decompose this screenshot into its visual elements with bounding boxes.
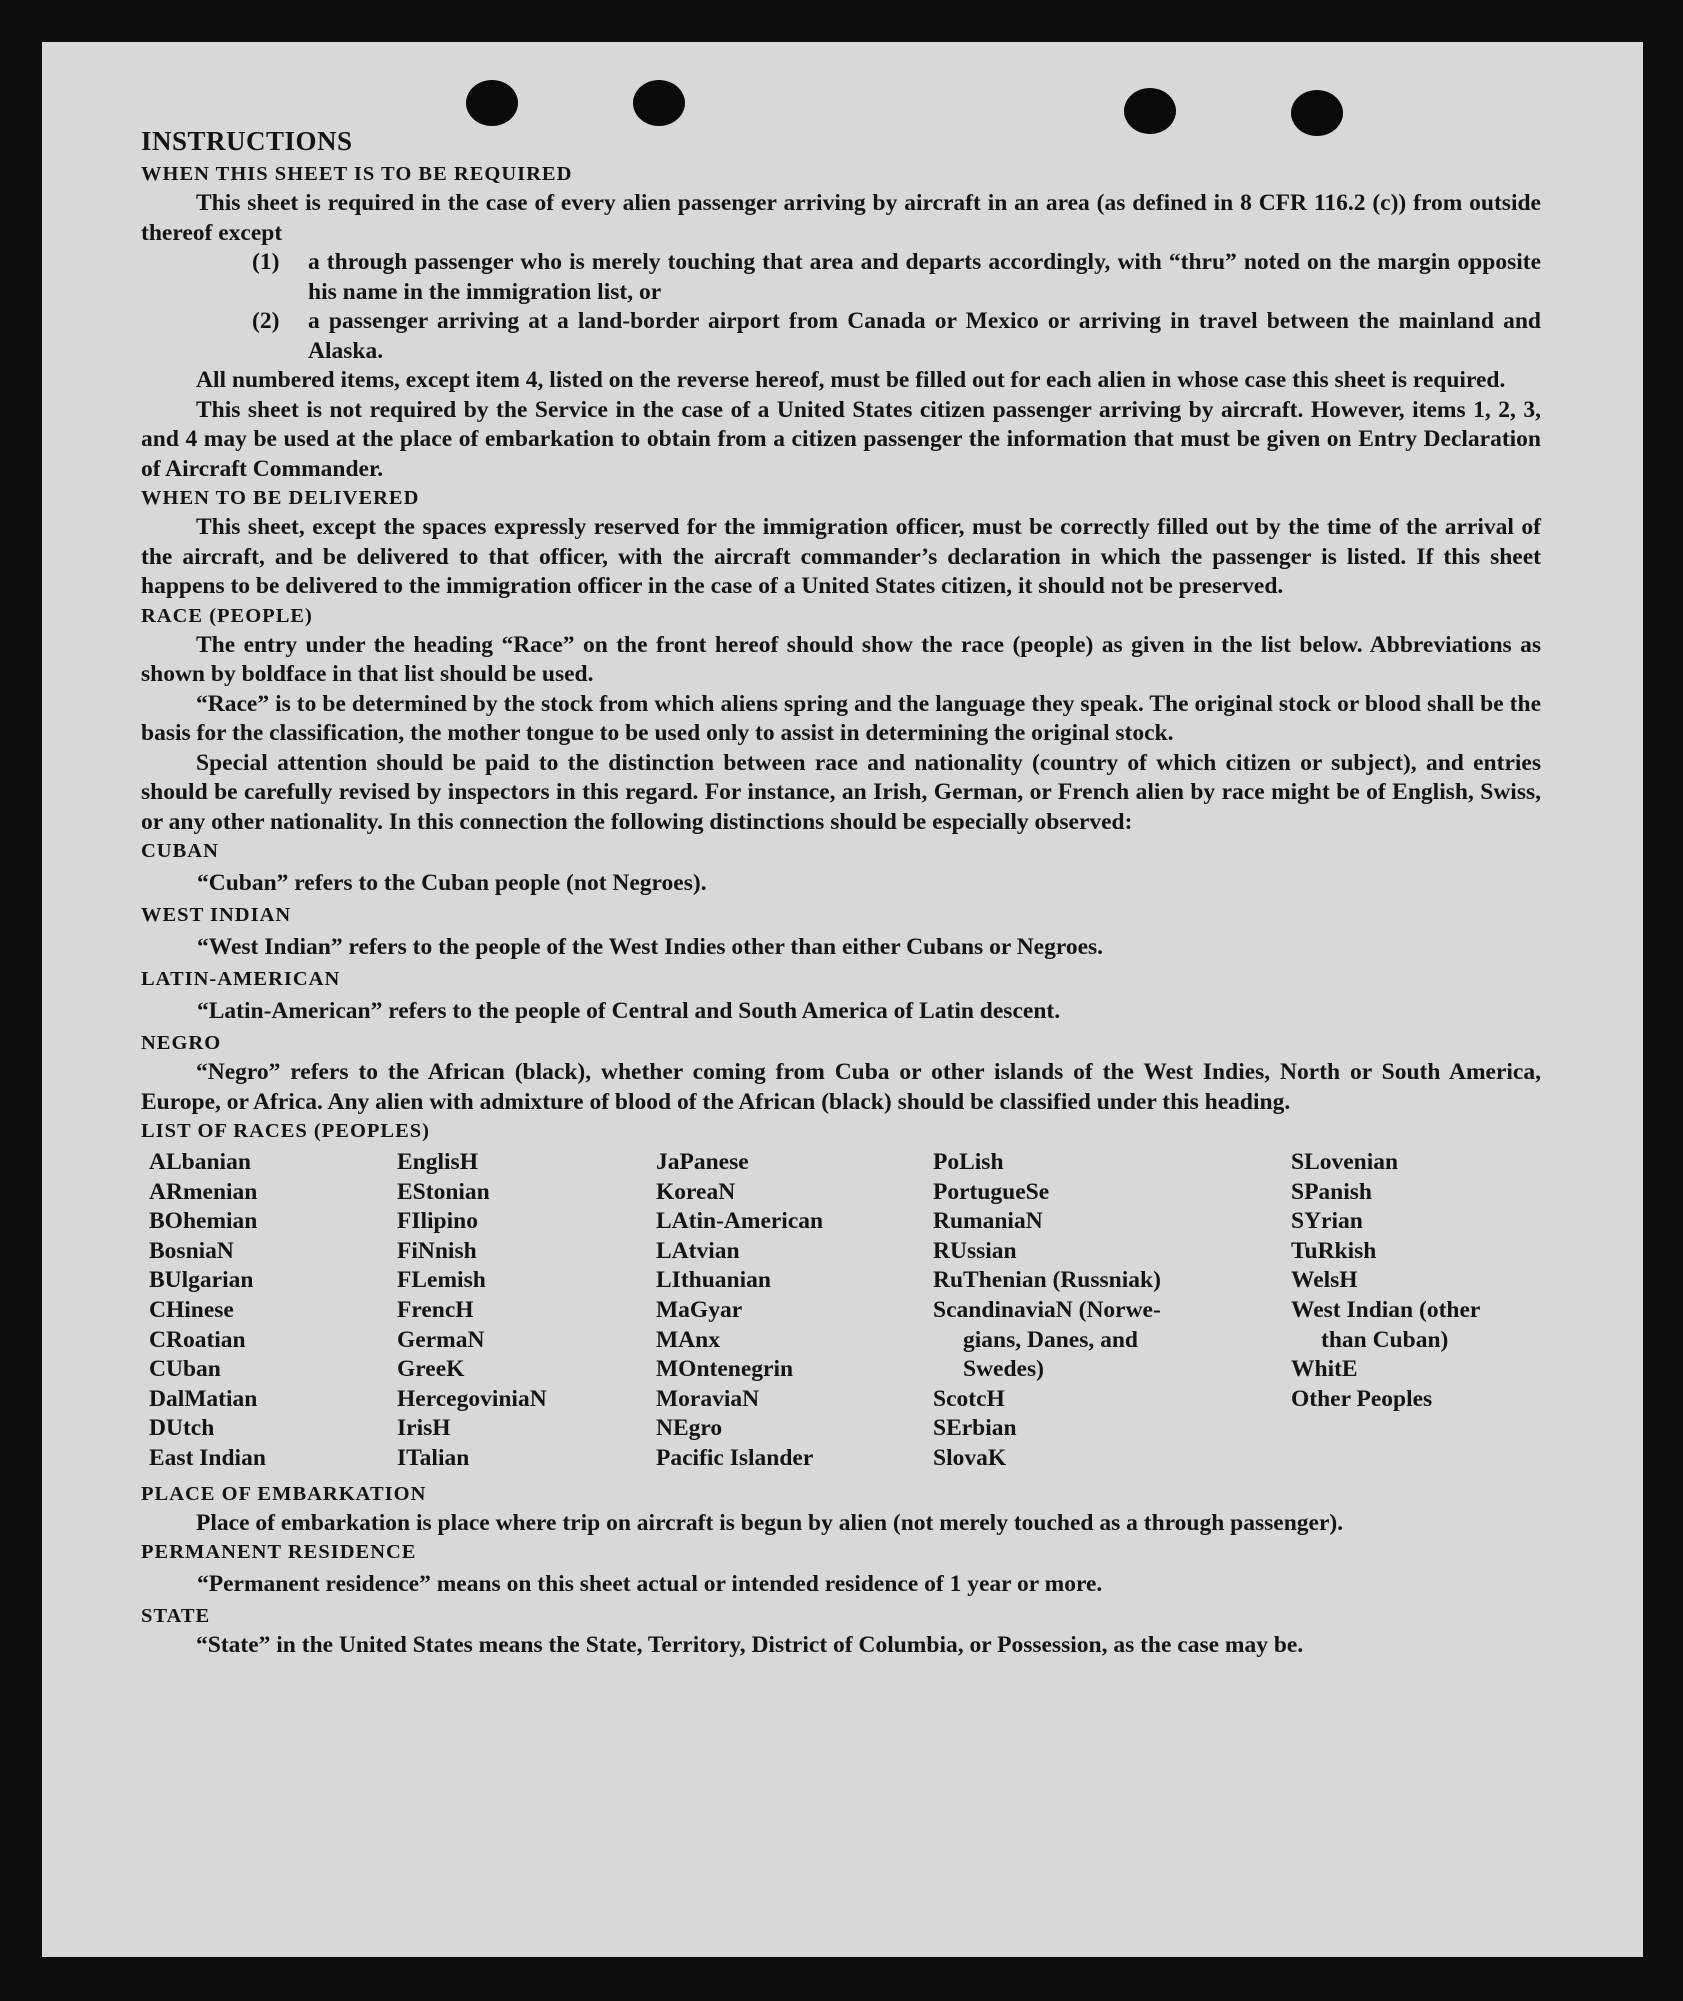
race-entry: WelsH xyxy=(1291,1267,1358,1294)
race-entry: SLovenian xyxy=(1291,1149,1399,1175)
item-text: a through passenger who is merely touching that area and departs accordingly, with “thru” noted on the margin opposite his name in the immigration list, or xyxy=(308,249,1541,305)
race-entry: EnglisH xyxy=(397,1149,478,1175)
race-entry: EStonian xyxy=(397,1178,490,1205)
race-entry: CRoatian xyxy=(149,1326,246,1353)
races-column xyxy=(397,1148,656,1474)
section-heading-embarkation: PLACE OF EMBARKATION xyxy=(141,1482,427,1505)
race-entry: SPanish xyxy=(1291,1178,1372,1205)
race-entry: LIthuanian xyxy=(656,1267,771,1294)
section-heading-races-list: LIST OF RACES (PEOPLES) xyxy=(141,1120,430,1142)
race-entry: Other Peoples xyxy=(1291,1385,1433,1412)
page-title: INSTRUCTIONS xyxy=(141,126,353,156)
definition-negro: “Negro” refers to the African (black), whether coming from Cuba or other islands of the West Indies, North or South America, Europe, or Africa. Any alien with admixture of blood of the African (black) should be classified under this heading. xyxy=(141,1059,1541,1115)
section-heading-delivered: WHEN TO BE DELIVERED xyxy=(141,487,420,509)
paragraph: “Race” is to be determined by the stock from which aliens spring and the language they speak. The original stock or blood shall be the basis for the classification, the mother tongue to be used only to assist in determining the original stock. xyxy=(141,690,1541,746)
section-heading-state: STATE xyxy=(141,1605,211,1628)
race-entry: SErbian xyxy=(933,1415,1017,1442)
race-entry: FLemish xyxy=(397,1267,486,1294)
paragraph: Place of embarkation is place where trip on aircraft is begun by alien (not merely touched as a through passenger). xyxy=(196,1509,1344,1536)
paragraph: This sheet is not required by the Service in the case of a United States citizen passenger arriving by aircraft. However, items 1, 2, 3, and 4 may be used at the place of embarkation to obtain from a citizen passenger the information that must be given on Entry Declaration of Aircraft Commander. xyxy=(141,396,1541,482)
race-entry: MOntenegrin xyxy=(656,1356,794,1383)
section-heading-race: RACE (PEOPLE) xyxy=(141,604,313,627)
race-entry: East Indian xyxy=(149,1444,266,1471)
paragraph: All numbered items, except item 4, listed on the reverse hereof, must be filled out for each alien in whose case this sheet is required. xyxy=(196,367,1506,393)
race-entry: DUtch xyxy=(149,1415,215,1442)
paragraph: This sheet is required in the case of every alien passenger arriving by aircraft in an area (as defined in 8 CFR 116.2 (c)) from outside thereof except xyxy=(141,190,1541,246)
instructions-body xyxy=(141,122,1541,1661)
race-entry: HercegoviniaN xyxy=(397,1385,547,1412)
list-item xyxy=(141,248,1541,307)
paragraph: This sheet, except the spaces expressly reserved for the immigration officer, must be correctly filled out by the time of the arrival of the aircraft, and be delivered to that officer, with the aircraft commander’s declaration in which the passenger is listed. If this sheet happens to be delivered to the immigration officer in the case of a United States citizen, it should not be preserved. xyxy=(141,514,1541,599)
race-entry: CUban xyxy=(149,1356,221,1383)
race-entry: MaGyar xyxy=(656,1296,743,1323)
definition-cuban: “Cuban” refers to the Cuban people (not Negroes). xyxy=(197,870,707,896)
race-entry: BosniaN xyxy=(149,1237,234,1264)
section-heading-west-indian: WEST INDIAN xyxy=(141,904,292,926)
race-entry: ALbanian xyxy=(149,1149,251,1175)
punch-hole xyxy=(633,80,685,126)
race-entry: ITalian xyxy=(397,1444,470,1471)
section-heading-negro: NEGRO xyxy=(141,1032,222,1054)
race-entry: FrencH xyxy=(397,1296,474,1323)
race-entry: LAtin-American xyxy=(656,1208,824,1235)
section-heading-latin-american: LATIN-AMERICAN xyxy=(141,968,341,990)
race-entry: LAtvian xyxy=(656,1237,740,1264)
race-entry: Pacific Islander xyxy=(656,1444,814,1471)
race-entry: ARmenian xyxy=(149,1178,258,1205)
race-entry: GermaN xyxy=(397,1326,485,1353)
race-entry: CHinese xyxy=(149,1296,234,1323)
race-entry: BUlgarian xyxy=(149,1267,254,1294)
section-heading-residence: PERMANENT RESIDENCE xyxy=(141,1541,417,1564)
paragraph: “State” in the United States means the State, Territory, District of Columbia, or Possession, as the case may be. xyxy=(196,1632,1304,1659)
race-entry: Swedes) xyxy=(963,1356,1044,1383)
race-entry: RumaniaN xyxy=(933,1208,1043,1235)
races-column xyxy=(1291,1148,1539,1474)
race-entry: PortugueSe xyxy=(933,1178,1050,1205)
races-column xyxy=(656,1148,933,1474)
race-entry: FiNnish xyxy=(397,1237,477,1264)
race-entry: MAnx xyxy=(656,1326,720,1353)
race-entry: SYrian xyxy=(1291,1208,1363,1235)
race-entry: PoLish xyxy=(933,1149,1004,1175)
paragraph: The entry under the heading “Race” on the front hereof should show the race (people) as given in the list below. Abbreviations as shown by boldface in that list should be used. xyxy=(141,631,1541,687)
race-entry: RuThenian (Russniak) xyxy=(933,1267,1161,1294)
race-entry: ScandinaviaN (Norwe- xyxy=(933,1296,1161,1323)
item-text: a passenger arriving at a land-border airport from Canada or Mexico or arriving in travel between the mainland and Alaska. xyxy=(308,308,1541,364)
race-entry: than Cuban) xyxy=(1321,1326,1449,1353)
race-entry: RUssian xyxy=(933,1237,1017,1264)
race-entry: DalMatian xyxy=(149,1385,258,1412)
race-entry: JaPanese xyxy=(656,1149,749,1175)
race-entry: TuRkish xyxy=(1291,1237,1377,1264)
races-column xyxy=(141,1148,397,1474)
race-entry: gians, Danes, and xyxy=(963,1326,1138,1353)
race-entry: NEgro xyxy=(656,1415,723,1442)
section-heading-cuban: CUBAN xyxy=(141,840,219,862)
definition-latin-american: “Latin-American” refers to the people of Central and South America of Latin descent. xyxy=(197,998,1061,1024)
document-sheet xyxy=(42,42,1643,1957)
item-number: (2) xyxy=(252,308,280,334)
paragraph: “Permanent residence” means on this sheet actual or intended residence of 1 year or more. xyxy=(197,1571,1103,1598)
section-heading-required: WHEN THIS SHEET IS TO BE REQUIRED xyxy=(141,163,573,185)
list-item xyxy=(141,307,1541,366)
race-entry: West Indian (other xyxy=(1291,1296,1481,1323)
race-entry: KoreaN xyxy=(656,1178,736,1205)
race-entry: ScotcH xyxy=(933,1385,1005,1412)
race-entry: GreeK xyxy=(397,1356,465,1383)
races-column xyxy=(933,1148,1291,1474)
definition-west-indian: “West Indian” refers to the people of the West Indies other than either Cubans or Negroes. xyxy=(197,934,1104,960)
races-list xyxy=(141,1148,1541,1474)
punch-hole xyxy=(466,80,518,126)
race-entry: BOhemian xyxy=(149,1208,258,1235)
race-entry: WhitE xyxy=(1291,1356,1358,1383)
item-number: (1) xyxy=(252,249,280,275)
race-entry: IrisH xyxy=(397,1415,451,1442)
race-entry: SlovaK xyxy=(933,1444,1007,1471)
race-entry: FIlipino xyxy=(397,1208,478,1235)
paragraph: Special attention should be paid to the distinction between race and nationality (country of which citizen or subject), and entries should be carefully revised by inspectors in this regard. For instance, an Irish, German, or French alien by race might be of English, Swiss, or any other nationality. In this connection the following distinctions should be especially observed: xyxy=(141,749,1541,835)
race-entry: MoraviaN xyxy=(656,1385,760,1412)
